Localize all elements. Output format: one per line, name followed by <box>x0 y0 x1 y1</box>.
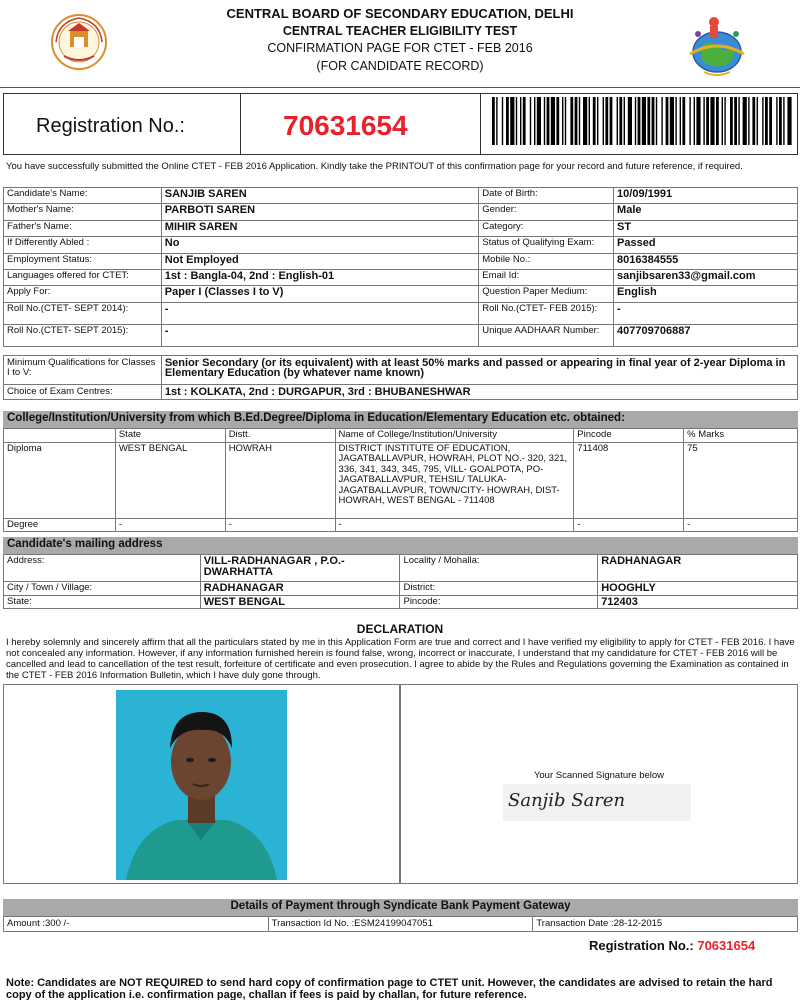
state-label: State: <box>4 595 201 609</box>
barcode-bar <box>710 97 714 145</box>
barcode-bar <box>642 97 646 145</box>
info-label: Roll No.(CTET- SEPT 2014): <box>4 302 162 324</box>
barcode-bar <box>610 97 613 145</box>
ctet-logo-icon <box>684 8 750 78</box>
address-label: Address: <box>4 555 201 582</box>
info-row <box>4 188 798 204</box>
barcode-bar <box>724 97 725 145</box>
college-column-header: Name of College/Institution/University <box>335 429 574 443</box>
city-value: RADHANAGAR <box>200 582 400 596</box>
locality-value: RADHANAGAR <box>598 555 798 582</box>
barcode-bar <box>638 97 641 145</box>
signature-label: Your Scanned Signature below <box>533 770 665 781</box>
state-value: WEST BENGAL <box>200 595 400 609</box>
barcode-bar <box>506 97 509 145</box>
barcode-icon <box>492 97 792 145</box>
declaration-text: I hereby solemnly and sincerely affirm that all the particulars stated by me in this Application Form are true and correct and I have verified my eligibility to apply for CTET - FEB 2016. I have not concealed any information. However, if any information furnished herein is found false, wrong, incorrect or inaccurate, I understand that my candidature for CTET - FEB 2016 will be cancelled and lead to cancellation of the test result, forfeiture of certificate and even prosecution. I agree to abide by the Rules and Regulations governing the Examination as contained in the CTET - FEB 2016 Information Bulletin, which I have duly gone through. <box>6 637 795 681</box>
barcode-bar <box>492 97 495 145</box>
address-value: VILL-RADHANAGAR , P.O.- DWARHATTA <box>200 555 400 582</box>
barcode-bar <box>593 97 596 145</box>
footer-note: Note: Candidates are NOT REQUIRED to send hard copy of confirmation page to CTET unit. However, the candidates are advised to retain the hard copy of the application i.e. confirmation page, challan if fees is paid by challan, for future reference. <box>6 977 773 1000</box>
qualification-value: Senior Secondary (or its equivalent) with at least 50% marks and passed or appearing in final year of 2-year Diploma in Elementary Education (by whatever name known) <box>161 356 797 385</box>
barcode-bar <box>647 97 650 145</box>
info-value: 1st : Bangla-04, 2nd : English-01 <box>161 269 478 285</box>
barcode-bar <box>752 97 755 145</box>
info-label: Roll No.(CTET- FEB 2015): <box>479 302 614 324</box>
info-row <box>4 204 798 220</box>
registration-label: Registration No.: <box>36 115 185 137</box>
barcode-bar <box>520 97 521 145</box>
barcode-bar <box>589 97 590 145</box>
barcode-bar <box>680 97 681 145</box>
info-label: Date of Birth: <box>479 188 614 204</box>
info-value: - <box>614 302 798 324</box>
info-value: English <box>614 286 798 302</box>
college-column-header: % Marks <box>684 429 798 443</box>
barcode-bar <box>583 97 587 145</box>
info-label: Employment Status: <box>4 253 162 269</box>
barcode-bar <box>562 97 563 145</box>
college-cell: HOWRAH <box>225 442 335 518</box>
barcode-bar <box>682 97 685 145</box>
barcode-bar <box>743 97 747 145</box>
info-row <box>4 220 798 236</box>
barcode-bar <box>551 97 555 145</box>
college-cell: WEST BENGAL <box>115 442 225 518</box>
college-section-title: College/Institution/University from which B.Ed.Degree/Diploma in Education/Elementary Education etc. obtained: <box>3 411 798 428</box>
info-value: sanjibsaren33@gmail.com <box>614 269 798 285</box>
barcode-bar <box>530 97 531 145</box>
barcode-bar <box>661 97 662 145</box>
barcode-bar <box>603 97 604 145</box>
barcode-bar <box>670 97 674 145</box>
college-cell: Diploma <box>4 442 116 518</box>
college-column-header: State <box>115 429 225 443</box>
barcode-bar <box>579 97 580 145</box>
info-value: No <box>161 237 478 253</box>
info-value: 8016384555 <box>614 253 798 269</box>
college-cell: - <box>684 518 798 532</box>
transaction-id: Transaction Id No. :ESM24199047051 <box>268 917 533 932</box>
barcode-bar <box>769 97 772 145</box>
barcode-bar <box>748 97 749 145</box>
district-value: HOOGHLY <box>598 582 798 596</box>
barcode-bar <box>516 97 517 145</box>
info-label: Languages offered for CTET: <box>4 269 162 285</box>
barcode-bar <box>696 97 700 145</box>
barcode-bar <box>689 97 690 145</box>
info-label: Category: <box>479 220 614 236</box>
college-cell: DISTRICT INSTITUTE OF EDUCATION, JAGATBALLAVPUR, HOWRAH, PLOT NO.- 320, 321, 336, 341, 343, 345, 795, VILL- GOALPOTA, PO- JAGATBALLAVPUR, TEHSIL/ TALUKA- JAGATBALLAVPUR, TOWN/CITY- HOWRAH, DIST- HOWRAH, WEST BENGAL - 711408 <box>335 442 574 518</box>
page-subtitle: (FOR CANDIDATE RECORD) <box>316 59 484 73</box>
barcode-bar <box>565 97 566 145</box>
college-column-header: Pincode <box>574 429 684 443</box>
info-label: Unique AADHAAR Number: <box>479 324 614 346</box>
barcode-bar <box>575 97 578 145</box>
payment-table <box>3 916 798 932</box>
info-row <box>4 269 798 285</box>
barcode-bar <box>734 97 737 145</box>
barcode-bar <box>570 97 573 145</box>
college-column-header: Distt. <box>225 429 335 443</box>
barcode-bar <box>597 97 598 145</box>
payment-section-title: Details of Payment through Syndicate Bank Payment Gateway <box>3 899 798 916</box>
info-row <box>4 302 798 324</box>
locality-label: Locality / Mohalla: <box>400 555 598 582</box>
mailing-section-title: Candidate's mailing address <box>3 537 798 554</box>
college-cell: - <box>225 518 335 532</box>
barcode-bar <box>779 97 782 145</box>
college-cell: 75 <box>684 442 798 518</box>
page-header <box>0 0 800 88</box>
barcode-bar <box>675 97 676 145</box>
barcode-bar <box>776 97 777 145</box>
pincode-label: Pincode: <box>400 595 598 609</box>
barcode-bar <box>619 97 622 145</box>
qualification-label: Minimum Qualifications for Classes I to V: <box>4 356 162 385</box>
college-column-header <box>4 429 116 443</box>
info-label: If Differently Abled : <box>4 237 162 253</box>
info-label: Mother's Name: <box>4 204 162 220</box>
registration-number: 70631654 <box>283 110 408 141</box>
barcode-bar <box>537 97 541 145</box>
exam-title: CENTRAL TEACHER ELIGIBILITY TEST <box>282 24 518 38</box>
info-label: Status of Qualifying Exam: <box>479 237 614 253</box>
info-label: Email Id: <box>479 269 614 285</box>
info-label: Apply For: <box>4 286 162 302</box>
barcode-bar <box>617 97 618 145</box>
college-cell: - <box>335 518 574 532</box>
info-label: Candidate's Name: <box>4 188 162 204</box>
pincode-value: 712403 <box>598 595 798 609</box>
info-row <box>4 324 798 346</box>
signature-text: Sanjib Saren <box>508 790 626 811</box>
board-title: CENTRAL BOARD OF SECONDARY EDUCATION, DELHI <box>226 6 574 21</box>
info-value: Passed <box>614 237 798 253</box>
info-row <box>4 253 798 269</box>
barcode-bar <box>694 97 695 145</box>
info-value: ST <box>614 220 798 236</box>
barcode-bar <box>547 97 550 145</box>
barcode-bar <box>783 97 784 145</box>
info-label: Mobile No.: <box>479 253 614 269</box>
barcode-bar <box>556 97 559 145</box>
barcode-bar <box>757 97 758 145</box>
barcode-bar <box>787 97 791 145</box>
college-cell: - <box>574 518 684 532</box>
barcode-bar <box>502 97 503 145</box>
transaction-date: Transaction Date :28-12-2015 <box>533 917 798 932</box>
barcode-bar <box>652 97 655 145</box>
info-label: Question Paper Medium: <box>479 286 614 302</box>
candidate-info-table <box>3 187 798 347</box>
college-table <box>3 428 798 532</box>
barcode-bar <box>635 97 636 145</box>
district-label: District: <box>400 582 598 596</box>
barcode-bar <box>716 97 719 145</box>
info-value: MIHIR SAREN <box>161 220 478 236</box>
payment-amount: Amount :300 /- <box>4 917 269 932</box>
info-value: - <box>161 324 478 346</box>
barcode-bar <box>656 97 657 145</box>
barcode-bar <box>510 97 514 145</box>
college-row <box>4 518 798 532</box>
barcode-bar <box>738 97 739 145</box>
info-label: Father's Name: <box>4 220 162 236</box>
barcode-bar <box>706 97 709 145</box>
college-cell: - <box>115 518 225 532</box>
cbse-logo-icon <box>44 12 114 74</box>
footer-registration-number: 70631654 <box>697 938 756 953</box>
footer-registration <box>589 938 755 953</box>
barcode-bar <box>534 97 535 145</box>
barcode-bar <box>544 97 545 145</box>
info-value: 10/09/1991 <box>614 188 798 204</box>
exam-centres-value: 1st : KOLKATA, 2nd : DURGAPUR, 3rd : BHUBANESHWAR <box>161 385 797 400</box>
barcode-bar <box>730 97 733 145</box>
info-value: SANJIB SAREN <box>161 188 478 204</box>
info-value: Male <box>614 204 798 220</box>
city-label: City / Town / Village: <box>4 582 201 596</box>
info-label: Gender: <box>479 204 614 220</box>
info-row <box>4 286 798 302</box>
info-value: Not Employed <box>161 253 478 269</box>
barcode-bar <box>762 97 763 145</box>
barcode-bar <box>523 97 526 145</box>
info-row <box>4 237 798 253</box>
barcode-bar <box>628 97 632 145</box>
barcode-bar <box>605 97 608 145</box>
college-row <box>4 442 798 518</box>
info-value: PARBOTI SAREN <box>161 204 478 220</box>
declaration-title: DECLARATION <box>356 622 444 636</box>
submission-notice: You have successfully submitted the Online CTET - FEB 2016 Application. Kindly take the PRINTOUT of this confirmation page for your record and future reference, if required. <box>6 161 743 172</box>
barcode-bar <box>624 97 625 145</box>
barcode-bar <box>722 97 723 145</box>
info-value: - <box>161 302 478 324</box>
college-cell: Degree <box>4 518 116 532</box>
info-value: 407709706887 <box>614 324 798 346</box>
college-cell: 711408 <box>574 442 684 518</box>
mailing-address-table <box>3 554 798 609</box>
candidate-photo <box>116 690 287 880</box>
barcode-bar <box>496 97 497 145</box>
info-value: Paper I (Classes I to V) <box>161 286 478 302</box>
qualification-table <box>3 355 798 400</box>
page-title: CONFIRMATION PAGE FOR CTET - FEB 2016 <box>267 41 533 55</box>
barcode-bar <box>666 97 669 145</box>
info-label: Roll No.(CTET- SEPT 2015): <box>4 324 162 346</box>
footer-registration-label: Registration No.: <box>589 938 698 953</box>
barcode-bar <box>765 97 768 145</box>
exam-centres-label: Choice of Exam Centres: <box>4 385 162 400</box>
barcode-bar <box>703 97 704 145</box>
